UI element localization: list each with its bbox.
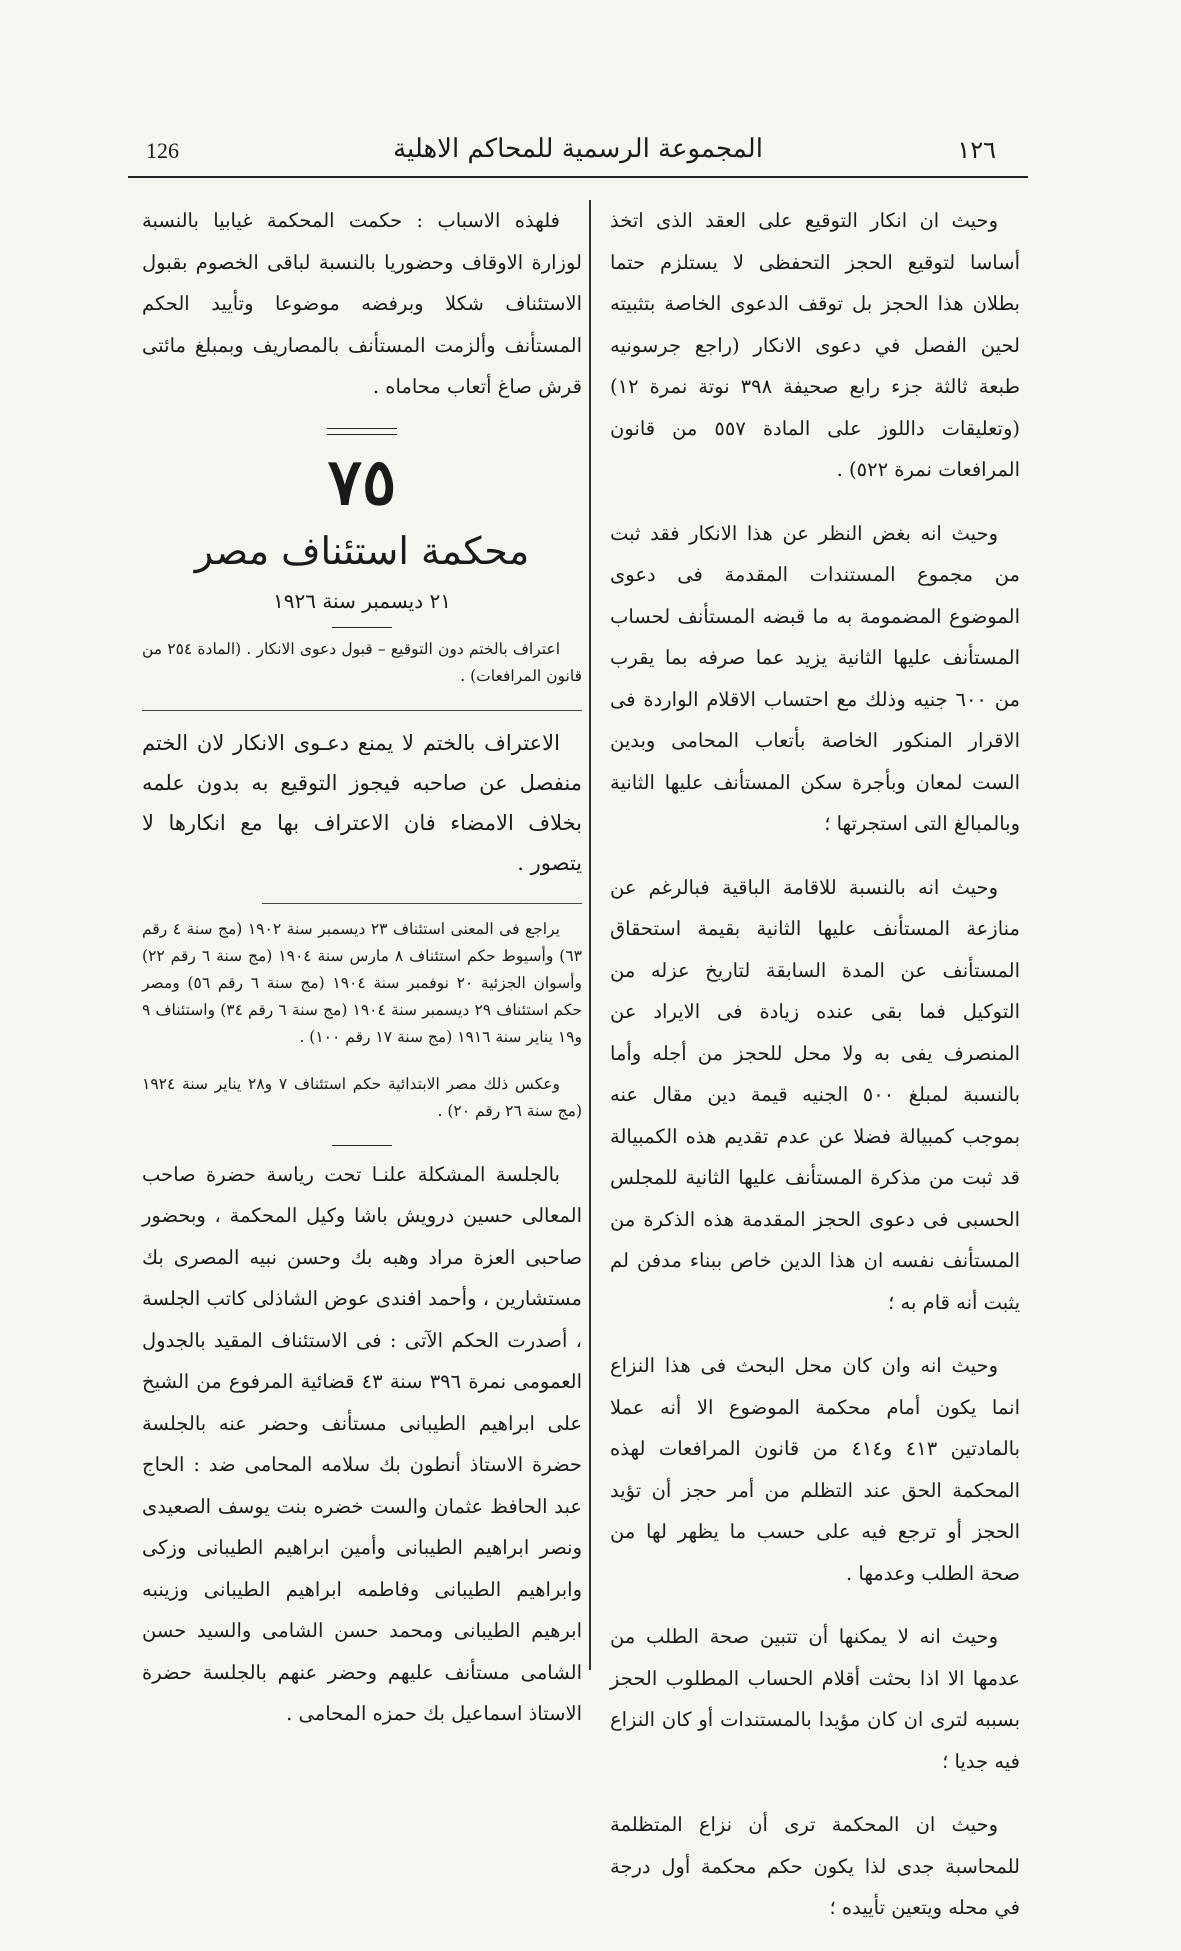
reference-note: يراجع فى المعنى استئناف ٢٣ ديسمبر سنة ١٩٠٢ (مج سنة ٤ رقم ٦٣) وأسيوط حكم استئناف ٨ مارس سنة ١٩٠٤ (مج سنة ٦ رقم ٢٢) وأسوان الجزئية ٢٠ نوفمبر سنة ١٩٠٤ (مج سنة ٦ رقم ٥٦) ومصر حكم استئناف ٢٩ ديسمبر سنة ١٩٠٤ (مج سنة ٦ رقم ٣٤) واستئناف ٩ و١٩ يناير سنة ١٩١٦ (مج سنة ١٧ رقم ١٠٠) .: [142, 919, 582, 1046]
case-number: ٧٥: [327, 444, 397, 520]
page-header: [128, 118, 1028, 178]
paragraph: وحيث انه لا يمكنها أن تتبين صحة الطلب من عدمها الا اذا بحثت أقلام الحساب المطلوب الحجز بسببه لترى ان كان مؤيدا بالمستندات أو كان النزاع فيه جديا ؛: [610, 1625, 1020, 1773]
reference-note: وعكس ذلك مصر الابتدائية حكم استئناف ٧ و٢٨ يناير سنة ١٩٢٤ (مج سنة ٢٦ رقم ٢٠) .: [142, 1074, 582, 1120]
rule: [142, 710, 582, 711]
running-title: المجموعة الرسمية للمحاكم الاهلية: [393, 134, 763, 164]
hearing-paragraph: بالجلسة المشكلة علنـا تحت رياسة حضرة صاحب المعالى حسين درويش باشا وكيل المحكمة ، وبحضور صاحبى العزة مراد وهبه بك وحسن نبيه المصرى بك مستشارين ، وأحمد افندى عوض الشاذلى كاتب الجلسة ، أصدرت الحكم الآتى : فى الاستئناف المقيد بالجدول العمومى نمرة ٣٩٦ سنة ٤٣ قضائية المرفوع من الشيخ على ابراهيم الطيبانى مستأنف وحضر عنه بالجلسة حضرة الاستاذ أنطون بك سلامه المحامى ضد : الحاج عبد الحافظ عثمان والست خضره بنت يوسف الصعيدى ونصر ابراهيم الطيبانى وأمين ابراهيم الطيبانى وزكى وابراهيم الطيبانى وفاطمه ابراهيم الطيبانى وزينبه ابرهيم الطيبانى ومحمد حسن الشامى والسيد حسن الشامى مستأنف عليهم وحضر عنهم بالجلسة حضرة الاستاذ اسماعيل بك حمزه المحامى .: [142, 1162, 583, 1725]
rule: [262, 903, 582, 904]
court-name: محكمة استئناف مصر: [194, 528, 530, 573]
case-summary: اعتراف بالختم دون التوقيع – قبول دعوى الانكار . (المادة ٢٥٤ من قانون المرافعات) .: [142, 639, 582, 685]
judgment-conclusion: فلهذه الاسباب : حكمت المحكمة غيابيا بالنسبة لوزارة الاوقاف وحضوريا بالنسبة لباقى الخصوم بقبول الاستئناف شكلا وبرفضه موضوعا وتأييد الحكم المستأنف وألزمت المستأنف بالمصاريف وبمبلغ مائتى قرش صاغ أتعاب محاماه .: [142, 209, 582, 398]
column-divider: [589, 200, 591, 1670]
section-divider: [327, 428, 397, 435]
page-number-arabic: ١٢٦: [957, 136, 996, 164]
header-rule: [128, 176, 1028, 178]
paragraph: وحيث انه بغض النظر عن هذا الانكار فقد ثبت من مجموع المستندات المقدمة فى دعوى الموضوع المضمومة به ما قبضه المستأنف لحساب المستأنف عليها الثانية يزيد عما صرفه بما يقرب من ٦٠٠ جنيه وذلك مع احتساب الاقلام الواردة فى الاقرار المنكور الخاصة بأتعاب المحامى وبدين الست لمعان وبأجرة سكن المستأنف عليها الثانية وبالمبالغ التى استجرتها ؛: [610, 521, 1020, 835]
short-rule: [332, 627, 392, 628]
legal-principle: الاعتراف بالختم لا يمنع دعـوى الانكار لان الختم منفصل عن صاحبه فيجوز التوقيع به بدون علمه بخلاف الامضاء فان الاعتراف بها مع انكارها لا يتصور .: [142, 730, 582, 875]
paragraph: وحيث انه بالنسبة للاقامة الباقية فبالرغم عن منازعة المستأنف عليها الثانية بقيمة استحقاق المستأنف عن المدة السابقة لتاريخ عزله من التوكيل فما بقى عنده زيادة فى الايراد عن المنصرف يفى به ولا محل للحجز من أجله وأما بالنسبة لمبلغ ٥٠٠ الجنيه قيمة دين مقال عنه بموجب كمبيالة فضلا عن عدم تقديم هذه الكمبيالة قد ثبت من مذكرة المستأنف عليها الثانية للمجلس الحسبى فى دعوى الحجز المقدمة هذه الذكرة من المستأنف نفسه ان هذا الدين خاص ببناء مدفن لم يثبت أنه قام به ؛: [610, 875, 1020, 1314]
left-column: [142, 200, 582, 1755]
paragraph: وحيث انه وان كان محل البحث فى هذا النزاع انما يكون أمام محكمة الموضوع الا أنه عملا بالمادتين ٤١٣ و٤١٤ من قانون المرافعات لهذه المحكمة الحق عند التظلم من أمر حجز أن تؤيد الحجز أو ترجع فيه على حسب ما يظهر لها من صحة الطلب وعدمها .: [610, 1354, 1021, 1585]
page-number-latin: 126: [146, 138, 179, 163]
short-rule: [332, 1145, 392, 1146]
case-date: ٢١ ديسمبر سنة ١٩٢٦: [273, 588, 451, 613]
paragraph: وحيث ان انكار التوقيع على العقد الذى اتخذ أساسا لتوقيع الحجز التحفظى لا يستلزم حتما بطلان هذا الحجز بل توقف الدعوى الخاصة بتثبيته لحين الفصل في دعوى الانكار (راجع جرسونيه طبعة ثالثة جزء رابع صحيفة ٣٩٨ نوتة نمرة ١٢) (وتعليقات داللوز على المادة ٥٥٧ من قانون المرافعات نمرة ٥٢٢) .: [610, 209, 1020, 481]
paragraph: وحيث ان المحكمة ترى أن نزاع المتظلمة للمحاسبة جدى لذا يكون حكم محكمة أول درجة في محله ويتعين تأييده ؛: [610, 1813, 1020, 1919]
right-column: [610, 200, 1020, 1951]
